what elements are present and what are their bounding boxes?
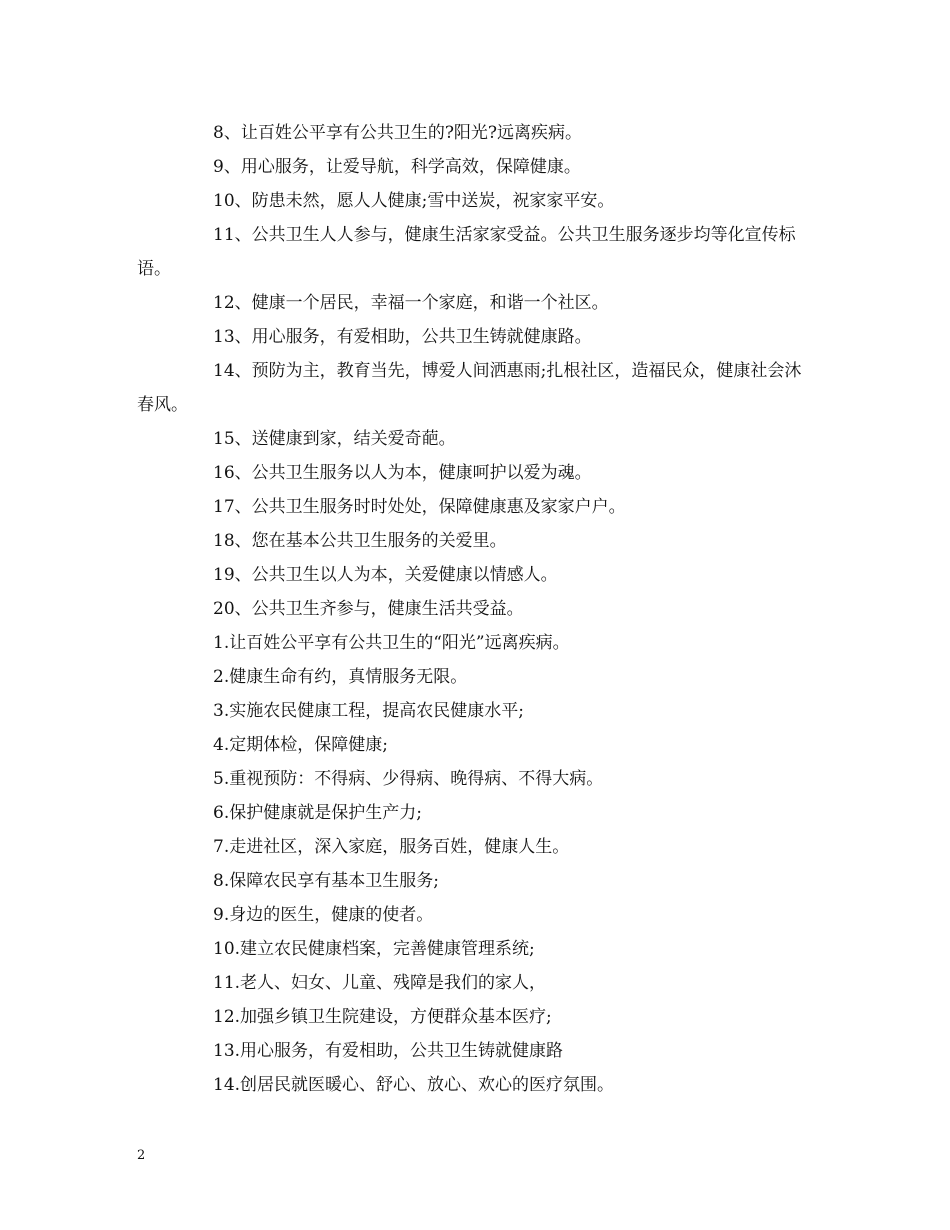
paragraph: 6.保护健康就是保护生产力; [213, 803, 422, 823]
paragraph: 20、公共卫生齐参与，健康生活共受益。 [213, 599, 524, 619]
paragraph: 10、防患未然，愿人人健康;雪中送炭，祝家家平安。 [213, 191, 615, 211]
paragraph: 7.走进社区，深入家庭，服务百姓，健康人生。 [213, 837, 570, 857]
paragraph: 11、公共卫生人人参与，健康生活家家受益。公共卫生服务逐步均等化宣传标语。 [137, 225, 796, 279]
paragraph: 9.身边的医生，健康的使者。 [213, 905, 434, 925]
paragraph: 12、健康一个居民，幸福一个家庭，和谐一个社区。 [213, 293, 609, 313]
paragraph: 10.建立农民健康档案，完善健康管理系统; [213, 939, 535, 959]
paragraph: 12.加强乡镇卫生院建设，方便群众基本医疗; [213, 1007, 552, 1027]
paragraph: 19、公共卫生以人为本，关爱健康以情感人。 [213, 565, 558, 585]
paragraph: 2.健康生命有约，真情服务无限。 [213, 667, 468, 687]
paragraph: 8、让百姓公平享有公共卫生的?阳光?远离疾病。 [213, 123, 583, 143]
paragraph: 4.定期体检，保障健康; [213, 735, 388, 755]
paragraph: 9、用心服务，让爱导航，科学高效，保障健康。 [213, 157, 581, 177]
paragraph: 14.创居民就医暖心、舒心、放心、欢心的医疗氛围。 [213, 1075, 615, 1095]
page-number: 2 [137, 1148, 146, 1163]
document-body [137, 116, 813, 1102]
paragraph: 13.用心服务，有爱相助，公共卫生铸就健康路 [213, 1041, 564, 1061]
paragraph: 18、您在基本公共卫生服务的关爱里。 [213, 531, 507, 551]
paragraph: 17、公共卫生服务时时处处，保障健康惠及家家户户。 [213, 497, 626, 517]
paragraph: 3.实施农民健康工程，提高农民健康水平; [213, 701, 524, 721]
paragraph: 15、送健康到家，结关爱奇葩。 [213, 429, 456, 449]
paragraph: 16、公共卫生服务以人为本，健康呵护以爱为魂。 [213, 463, 592, 483]
paragraph: 14、预防为主，教育当先，博爱人间洒惠雨;扎根社区，造福民众，健康社会沐春风。 [137, 361, 802, 415]
paragraph: 5.重视预防：不得病、少得病、晚得病、不得大病。 [213, 769, 604, 789]
paragraph: 11.老人、妇女、儿童、残障是我们的家人， [213, 973, 547, 993]
paragraph: 1.让百姓公平享有公共卫生的“阳光”远离疾病。 [213, 633, 570, 653]
paragraph: 13、用心服务，有爱相助，公共卫生铸就健康路。 [213, 327, 592, 347]
paragraph: 8.保障农民享有基本卫生服务; [213, 871, 439, 891]
